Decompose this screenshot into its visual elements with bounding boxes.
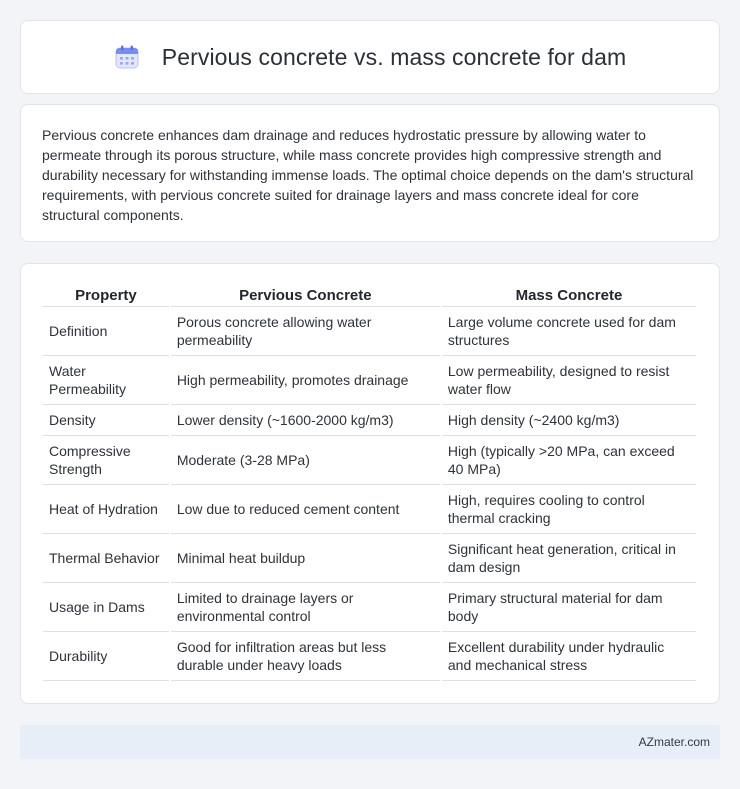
summary-text: Pervious concrete enhances dam drainage and reduces hydrostatic pressure by allowing water to permeate through its porous structure, while mass concrete provides high compressive strength and durability necessary for withstanding immense loads. The optimal choice depends on the dam's structural requirements, with pervious concrete suited for drainage layers and mass concrete ideal for core structural components. (42, 127, 694, 223)
footer-site-link[interactable]: AZmater.com (638, 735, 710, 749)
pervious-cell: Porous concrete allowing water permeability (171, 307, 440, 356)
table-row (43, 632, 696, 681)
footer (20, 725, 720, 759)
pervious-cell: Moderate (3-28 MPa) (171, 436, 440, 485)
calendar-icon (114, 44, 140, 70)
table-row (43, 485, 696, 534)
mass-cell: High density (~2400 kg/m3) (442, 405, 696, 436)
pervious-cell: Low due to reduced cement content (171, 485, 440, 534)
mass-cell: Excellent durability under hydraulic and mechanical stress (442, 632, 696, 681)
mass-cell: Large volume concrete used for dam structures (442, 307, 696, 356)
pervious-cell: Minimal heat buildup (171, 534, 440, 583)
header-pervious-concrete: Pervious Concrete (171, 286, 440, 307)
mass-cell: Significant heat generation, critical in dam design (442, 534, 696, 583)
title-card (20, 20, 720, 94)
mass-cell: High, requires cooling to control thermal cracking (442, 485, 696, 534)
table-row (43, 307, 696, 356)
table-row (43, 356, 696, 405)
mass-cell: Low permeability, designed to resist water flow (442, 356, 696, 405)
property-cell: Usage in Dams (43, 583, 169, 632)
property-cell: Thermal Behavior (43, 534, 169, 583)
property-cell: Durability (43, 632, 169, 681)
pervious-cell: Good for infiltration areas but less durable under heavy loads (171, 632, 440, 681)
property-cell: Compressive Strength (43, 436, 169, 485)
property-cell: Density (43, 405, 169, 436)
property-cell: Definition (43, 307, 169, 356)
table-row (43, 405, 696, 436)
mass-cell: High (typically >20 MPa, can exceed 40 MPa) (442, 436, 696, 485)
property-cell: Heat of Hydration (43, 485, 169, 534)
pervious-cell: Limited to drainage layers or environmental control (171, 583, 440, 632)
property-cell: Water Permeability (43, 356, 169, 405)
pervious-cell: Lower density (~1600-2000 kg/m3) (171, 405, 440, 436)
mass-cell: Primary structural material for dam body (442, 583, 696, 632)
comparison-card (20, 263, 720, 704)
table-row (43, 436, 696, 485)
page-title: Pervious concrete vs. mass concrete for dam (161, 43, 627, 70)
table-header-row (43, 286, 696, 307)
pervious-cell: High permeability, promotes drainage (171, 356, 440, 405)
table-row (43, 534, 696, 583)
header-property: Property (43, 286, 169, 307)
table-row (43, 583, 696, 632)
comparison-table (41, 286, 698, 681)
header-mass-concrete: Mass Concrete (442, 286, 696, 307)
summary-card (20, 104, 720, 242)
